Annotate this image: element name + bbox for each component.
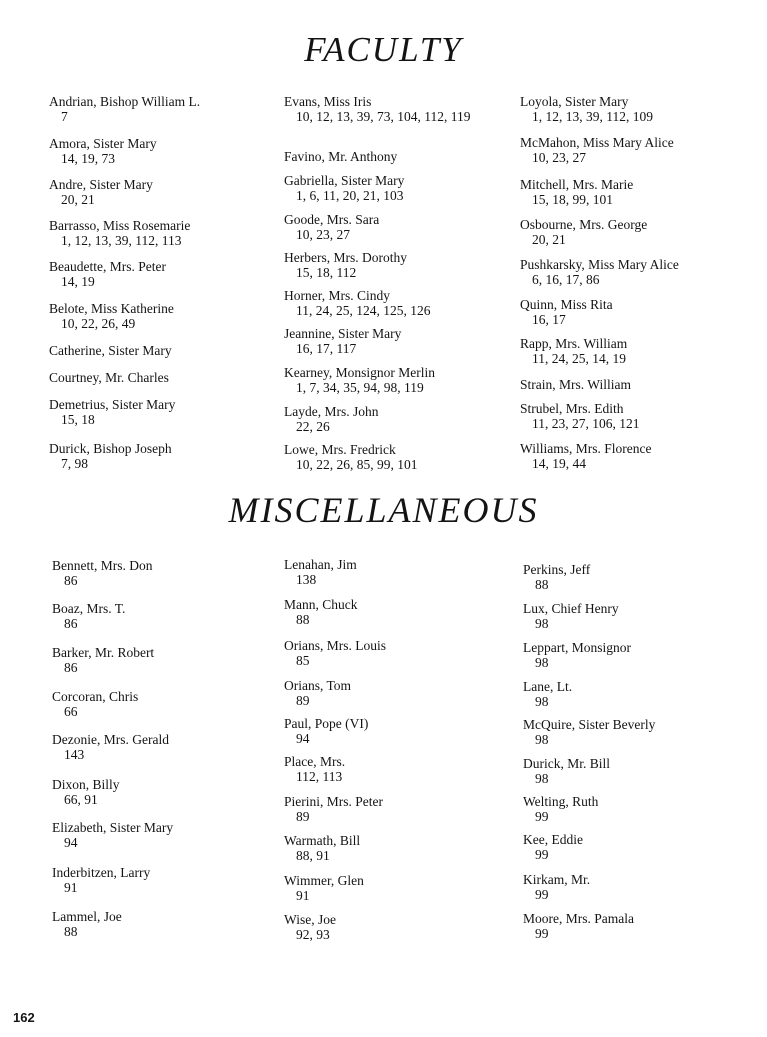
entry-name: Goode, Mrs. Sara xyxy=(284,212,380,227)
index-entry xyxy=(520,135,760,165)
entry-pages: 1, 12, 13, 39, 112, 113 xyxy=(61,233,182,248)
entry-name: Favino, Mr. Anthony xyxy=(284,149,398,164)
entry-name: Barker, Mr. Robert xyxy=(52,645,155,660)
entry-pages: 7, 98 xyxy=(61,456,88,471)
index-entry xyxy=(52,689,292,719)
entry-pages: 138 xyxy=(296,572,317,587)
entry-name: Warmath, Bill xyxy=(284,833,361,848)
entry-name: Kearney, Monsignor Merlin xyxy=(284,365,435,380)
index-entry xyxy=(523,756,763,786)
entry-name: Horner, Mrs. Cindy xyxy=(284,288,390,303)
entry-name: McMahon, Miss Mary Alice xyxy=(520,135,674,150)
index-entry xyxy=(523,872,763,902)
index-entry xyxy=(52,909,292,939)
entry-pages: 99 xyxy=(535,847,549,862)
entry-name: Herbers, Mrs. Dorothy xyxy=(284,250,407,265)
entry-pages: 11, 24, 25, 14, 19 xyxy=(532,351,626,366)
index-entry xyxy=(523,717,763,747)
entry-name: Mann, Chuck xyxy=(284,597,358,612)
entry-name: Moore, Mrs. Pamala xyxy=(523,911,634,926)
index-entry xyxy=(520,297,760,327)
entry-name: Lowe, Mrs. Fredrick xyxy=(284,442,396,457)
index-entry xyxy=(284,404,524,434)
entry-name: Paul, Pope (VI) xyxy=(284,716,369,731)
entry-pages: 91 xyxy=(64,880,78,895)
entry-pages: 86 xyxy=(64,616,78,631)
entry-pages: 89 xyxy=(296,693,310,708)
index-entry xyxy=(284,326,524,356)
entry-name: Williams, Mrs. Florence xyxy=(520,441,652,456)
index-entry xyxy=(523,911,763,941)
index-entry xyxy=(52,820,292,850)
index-entry xyxy=(49,177,289,207)
entry-pages: 10, 23, 27 xyxy=(296,227,350,242)
entry-pages: 7 xyxy=(61,109,68,124)
entry-pages: 94 xyxy=(296,731,310,746)
entry-name: McQuire, Sister Beverly xyxy=(523,717,656,732)
index-entry xyxy=(52,645,292,675)
entry-name: Mitchell, Mrs. Marie xyxy=(520,177,634,192)
index-entry xyxy=(284,833,524,863)
entry-pages: 99 xyxy=(535,887,549,902)
entry-pages: 98 xyxy=(535,655,549,670)
entry-pages: 89 xyxy=(296,809,310,824)
entry-pages: 14, 19, 44 xyxy=(532,456,586,471)
entry-name: Strubel, Mrs. Edith xyxy=(520,401,624,416)
entry-pages: 14, 19, 73 xyxy=(61,151,115,166)
entry-pages: 14, 19 xyxy=(61,274,95,289)
entry-pages: 99 xyxy=(535,809,549,824)
index-entry xyxy=(520,177,760,207)
entry-name: Andrian, Bishop William L. xyxy=(49,94,201,109)
index-entry xyxy=(520,401,760,431)
entry-name: Boaz, Mrs. T. xyxy=(52,601,126,616)
index-entry xyxy=(520,441,760,471)
entry-pages: 88, 91 xyxy=(296,848,330,863)
entry-pages: 66 xyxy=(64,704,78,719)
entry-name: Amora, Sister Mary xyxy=(49,136,157,151)
entry-pages: 98 xyxy=(535,694,549,709)
entry-pages: 20, 21 xyxy=(61,192,95,207)
faculty-heading: FACULTY xyxy=(304,30,463,69)
index-entry xyxy=(523,679,763,709)
index-entry xyxy=(520,377,760,392)
index-entry xyxy=(284,212,524,242)
entry-name: Perkins, Jeff xyxy=(523,562,591,577)
entry-name: Andre, Sister Mary xyxy=(49,177,153,192)
entry-name: Barrasso, Miss Rosemarie xyxy=(49,218,191,233)
entry-pages: 11, 24, 25, 124, 125, 126 xyxy=(296,303,431,318)
entry-pages: 16, 17, 117 xyxy=(296,341,357,356)
entry-pages: 10, 22, 26, 85, 99, 101 xyxy=(296,457,418,472)
index-entry xyxy=(52,601,292,631)
index-entry xyxy=(284,597,524,627)
index-entry xyxy=(284,365,524,395)
index-entry xyxy=(49,301,289,331)
entry-pages: 20, 21 xyxy=(532,232,566,247)
entry-name: Wimmer, Glen xyxy=(284,873,364,888)
entry-pages: 1, 7, 34, 35, 94, 98, 119 xyxy=(296,380,424,395)
entry-name: Orians, Tom xyxy=(284,678,352,693)
entry-pages: 99 xyxy=(535,926,549,941)
entry-name: Loyola, Sister Mary xyxy=(520,94,629,109)
entry-pages: 88 xyxy=(535,577,549,592)
entry-name: Kirkam, Mr. xyxy=(523,872,591,887)
index-entry xyxy=(520,257,760,287)
entry-name: Dixon, Billy xyxy=(52,777,120,792)
index-entry xyxy=(49,136,289,166)
index-entry xyxy=(284,716,524,746)
index-entry xyxy=(49,218,289,248)
entry-name: Elizabeth, Sister Mary xyxy=(52,820,174,835)
page-number: 162 xyxy=(13,1010,35,1025)
entry-name: Durick, Bishop Joseph xyxy=(49,441,172,456)
entry-pages: 98 xyxy=(535,616,549,631)
index-entry xyxy=(284,288,524,318)
entry-name: Dezonie, Mrs. Gerald xyxy=(52,732,169,747)
entry-pages: 6, 16, 17, 86 xyxy=(532,272,600,287)
index-entry xyxy=(49,259,289,289)
entry-name: Lammel, Joe xyxy=(52,909,122,924)
index-entry xyxy=(523,601,763,631)
entry-name: Beaudette, Mrs. Peter xyxy=(49,259,166,274)
index-entry xyxy=(284,557,524,587)
entry-name: Belote, Miss Katherine xyxy=(49,301,174,316)
entry-pages: 143 xyxy=(64,747,85,762)
index-entry xyxy=(52,777,292,807)
index-entry xyxy=(523,562,763,592)
index-entry xyxy=(52,865,292,895)
index-entry xyxy=(284,442,524,472)
entry-pages: 66, 91 xyxy=(64,792,98,807)
index-entry xyxy=(523,832,763,862)
entry-name: Pierini, Mrs. Peter xyxy=(284,794,383,809)
entry-pages: 92, 93 xyxy=(296,927,330,942)
entry-pages: 88 xyxy=(296,612,310,627)
entry-name: Courtney, Mr. Charles xyxy=(49,370,169,385)
entry-name: Rapp, Mrs. William xyxy=(520,336,628,351)
entry-pages: 86 xyxy=(64,573,78,588)
entry-name: Welting, Ruth xyxy=(523,794,599,809)
entry-name: Orians, Mrs. Louis xyxy=(284,638,386,653)
entry-name: Osbourne, Mrs. George xyxy=(520,217,648,232)
entry-pages: 11, 23, 27, 106, 121 xyxy=(532,416,640,431)
entry-pages: 98 xyxy=(535,732,549,747)
entry-pages: 16, 17 xyxy=(532,312,566,327)
entry-pages: 10, 12, 13, 39, 73, 104, 112, 119 xyxy=(296,109,471,124)
entry-pages: 1, 6, 11, 20, 21, 103 xyxy=(296,188,404,203)
index-entry xyxy=(49,397,289,427)
entry-name: Lane, Lt. xyxy=(523,679,573,694)
index-entry xyxy=(284,794,524,824)
entry-pages: 15, 18, 99, 101 xyxy=(532,192,613,207)
entry-name: Wise, Joe xyxy=(284,912,336,927)
entry-name: Quinn, Miss Rita xyxy=(520,297,613,312)
index-entry xyxy=(284,754,524,784)
index-entry xyxy=(523,640,763,670)
entry-name: Catherine, Sister Mary xyxy=(49,343,172,358)
entry-name: Evans, Miss Iris xyxy=(284,94,372,109)
entry-name: Leppart, Monsignor xyxy=(523,640,631,655)
index-entry xyxy=(284,912,524,942)
index-entry xyxy=(284,149,524,164)
entry-pages: 10, 22, 26, 49 xyxy=(61,316,136,331)
entry-name: Corcoran, Chris xyxy=(52,689,139,704)
miscellaneous-heading: MISCELLANEOUS xyxy=(228,490,539,530)
index-entry xyxy=(284,638,524,668)
entry-name: Kee, Eddie xyxy=(523,832,583,847)
index-entry xyxy=(523,794,763,824)
entry-name: Pushkarsky, Miss Mary Alice xyxy=(520,257,679,272)
index-entry xyxy=(520,217,760,247)
index-entry xyxy=(284,250,524,280)
entry-name: Demetrius, Sister Mary xyxy=(49,397,176,412)
index-entry xyxy=(284,94,524,124)
entry-name: Lenahan, Jim xyxy=(284,557,357,572)
index-entry xyxy=(520,336,760,366)
entry-name: Place, Mrs. xyxy=(284,754,346,769)
entry-pages: 10, 23, 27 xyxy=(532,150,586,165)
entry-pages: 98 xyxy=(535,771,549,786)
entry-name: Durick, Mr. Bill xyxy=(523,756,610,771)
entry-pages: 86 xyxy=(64,660,78,675)
index-entry xyxy=(52,558,292,588)
entry-name: Lux, Chief Henry xyxy=(523,601,619,616)
index-entry xyxy=(284,678,524,708)
entry-pages: 1, 12, 13, 39, 112, 109 xyxy=(532,109,653,124)
entry-name: Layde, Mrs. John xyxy=(284,404,379,419)
index-entry xyxy=(520,94,760,124)
entry-pages: 22, 26 xyxy=(296,419,330,434)
entry-name: Strain, Mrs. William xyxy=(520,377,631,392)
entry-pages: 88 xyxy=(64,924,78,939)
entry-pages: 94 xyxy=(64,835,78,850)
index-entry xyxy=(49,370,289,385)
entry-pages: 112, 113 xyxy=(296,769,343,784)
index-entry xyxy=(49,343,289,358)
entry-name: Bennett, Mrs. Don xyxy=(52,558,153,573)
index-entry xyxy=(284,873,524,903)
index-entry xyxy=(49,441,289,471)
entry-name: Gabriella, Sister Mary xyxy=(284,173,405,188)
entry-pages: 15, 18 xyxy=(61,412,95,427)
index-entry xyxy=(49,94,289,124)
entry-name: Inderbitzen, Larry xyxy=(52,865,151,880)
entry-pages: 91 xyxy=(296,888,310,903)
index-entry xyxy=(284,173,524,203)
entry-name: Jeannine, Sister Mary xyxy=(284,326,402,341)
entry-pages: 85 xyxy=(296,653,310,668)
entry-pages: 15, 18, 112 xyxy=(296,265,357,280)
index-entry xyxy=(52,732,292,762)
